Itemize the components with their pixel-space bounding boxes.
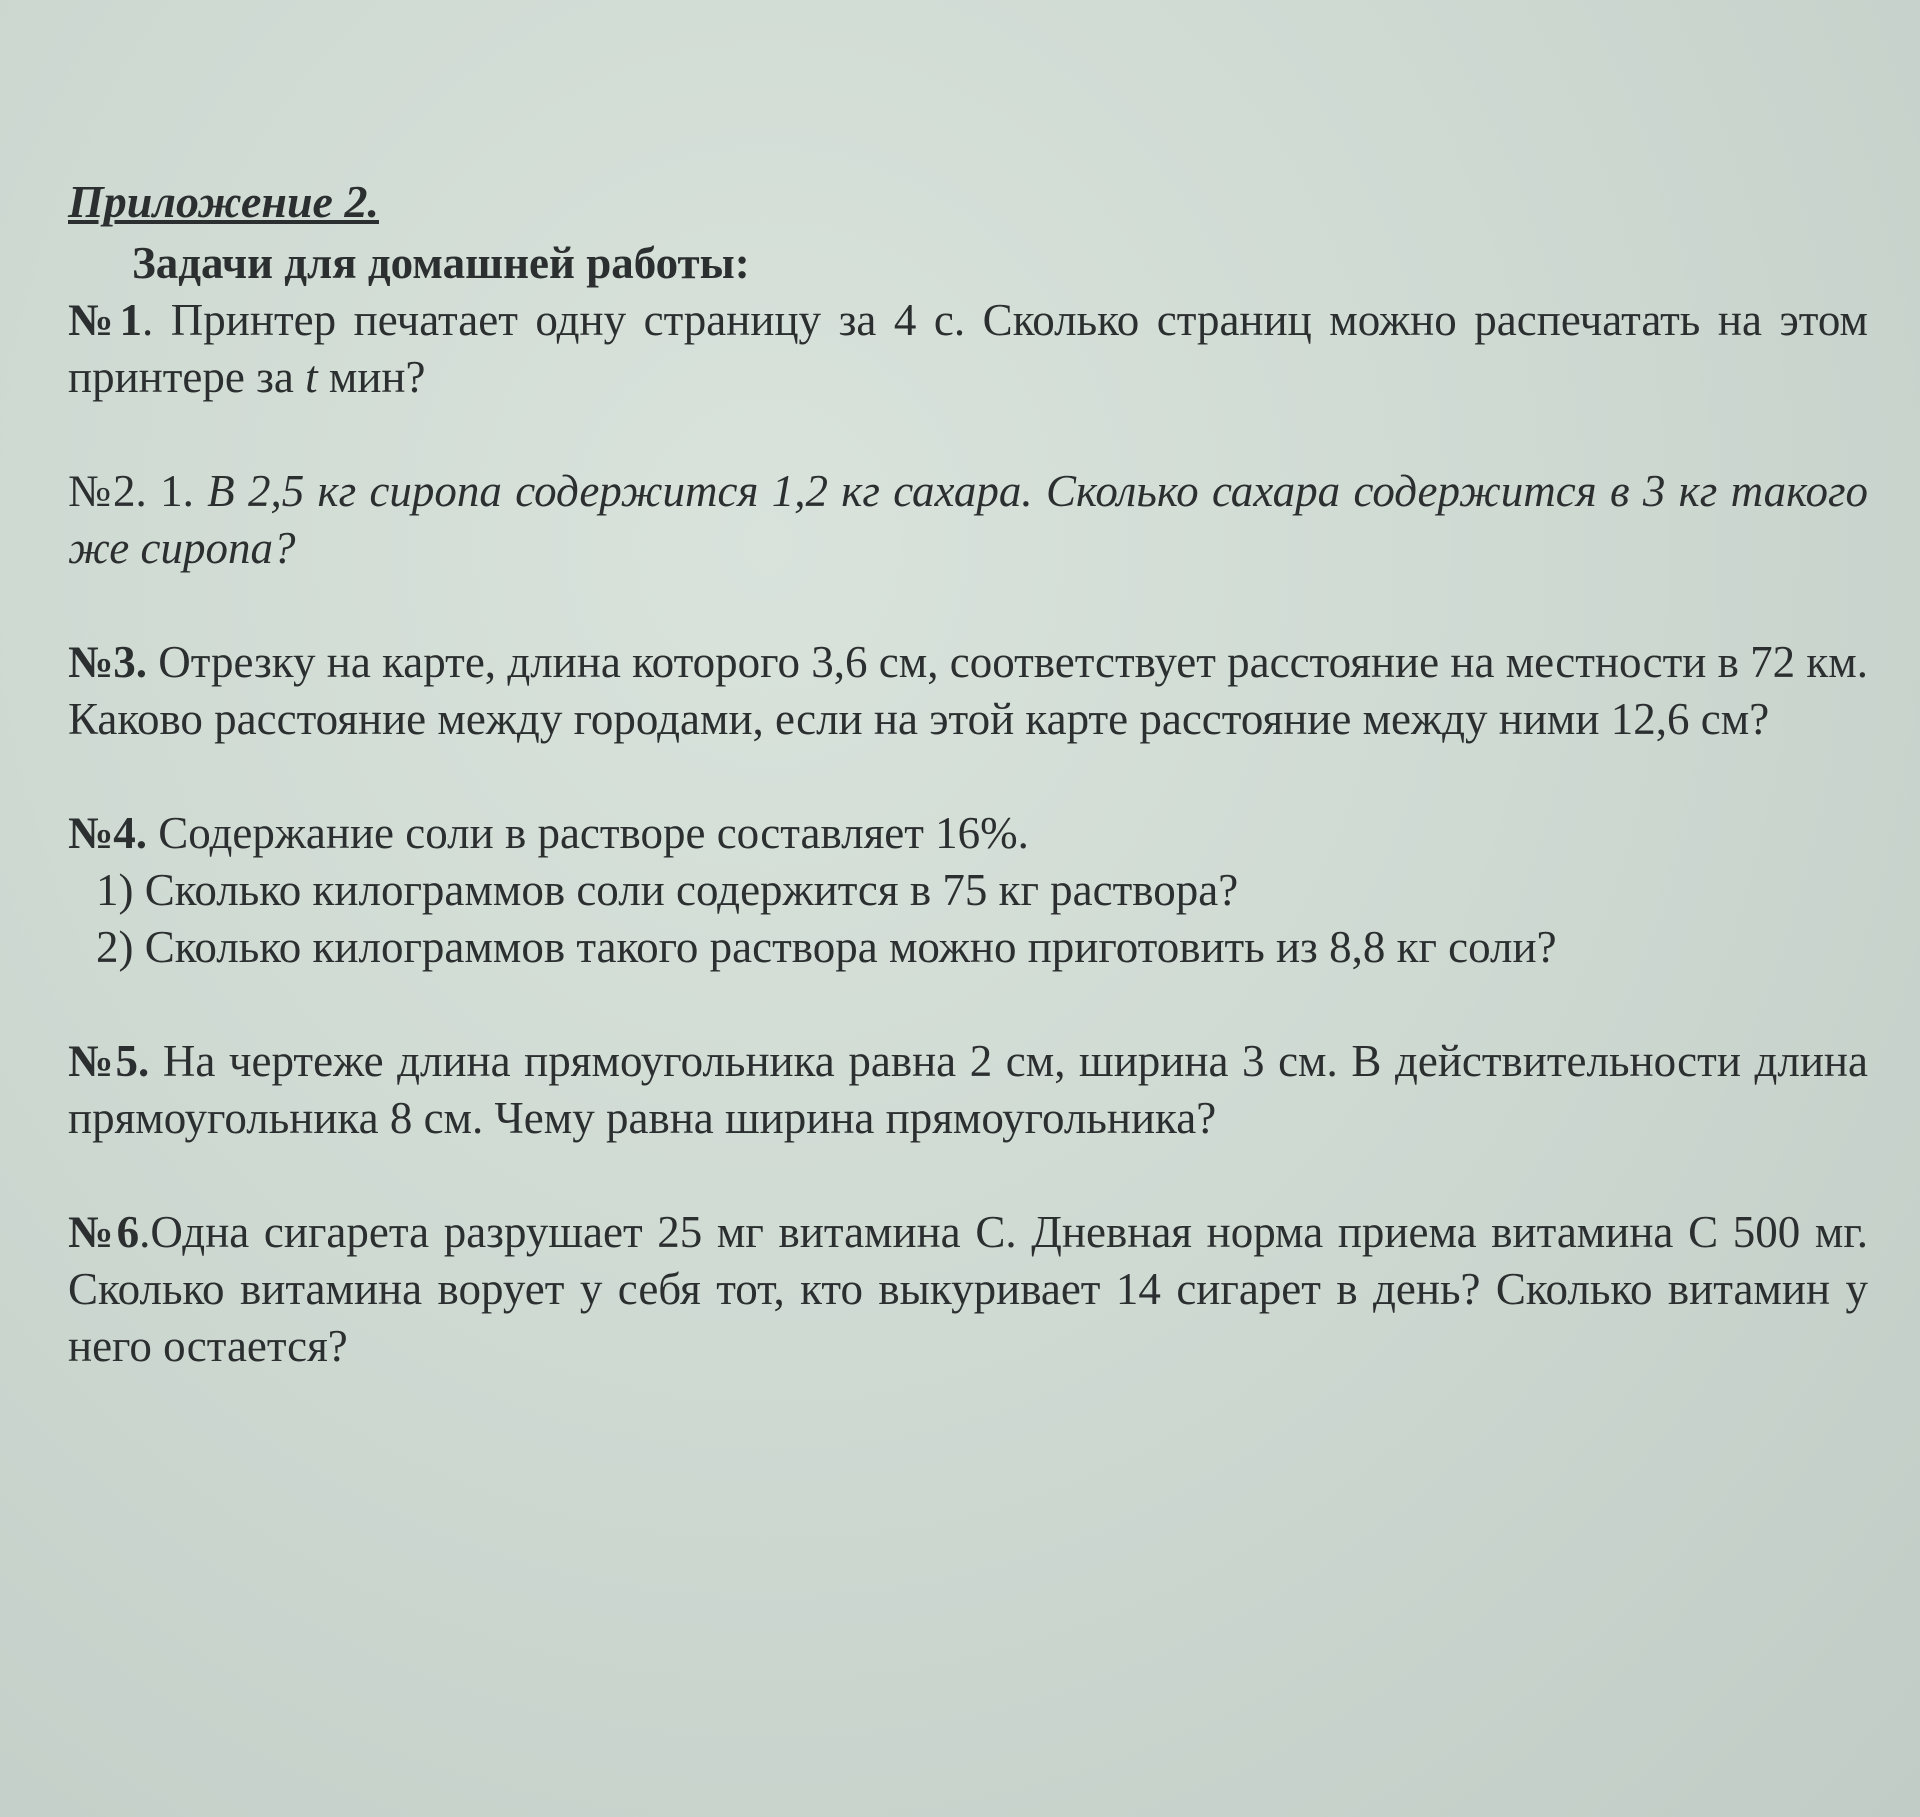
task-4-item-1: 1) Сколько килограммов соли содержится в 75 кг раствора? — [96, 865, 1239, 915]
task-4-text: Содержание соли в растворе составляет 16%. — [146, 808, 1029, 858]
task-3-number: №3. — [68, 637, 147, 687]
task-6-text: .Одна сигарета разрушает 25 мг витамина С. Дневная норма приема витамина С 500 мг. Сколько витамина ворует у себя тот, кто выкуривает 14 сигарет в день? Сколько витамин у него остается? — [68, 1207, 1868, 1371]
spacer — [68, 577, 1868, 634]
appendix-title: Приложение 2. — [68, 176, 379, 227]
task-2 — [68, 463, 1868, 577]
task-5-text: На чертеже длина прямоугольника равна 2 см, ширина 3 см. В действительности длина прямоугольника 8 см. Чему равна ширина прямоугольника? — [68, 1036, 1868, 1143]
task-1-tail: мин? — [317, 352, 426, 402]
task-4-number: №4. — [68, 808, 147, 858]
spacer — [68, 748, 1868, 805]
task-5-number: №5. — [68, 1036, 150, 1086]
task-4 — [68, 805, 1868, 862]
task-1-text: . Принтер печатает одну страницу за 4 с. Сколько страниц можно распечатать на этом принтере за — [68, 295, 1868, 402]
task-1-variable: t — [305, 352, 318, 402]
homework-subtitle: Задачи для домашней работы: — [132, 238, 750, 288]
task-1 — [68, 292, 1868, 406]
task-6-number: №6 — [68, 1207, 140, 1257]
task-2-number: №2. 1. — [68, 466, 208, 516]
task-1-number: №1 — [68, 295, 143, 345]
task-6 — [68, 1204, 1868, 1375]
task-4-item-2: 2) Сколько килограммов такого раствора можно приготовить из 8,8 кг соли? — [96, 922, 1557, 972]
spacer — [68, 406, 1868, 463]
document-sheet — [68, 170, 1868, 1375]
task-5 — [68, 1033, 1868, 1147]
spacer — [68, 976, 1868, 1033]
task-2-text: В 2,5 кг сиропа содержится 1,2 кг сахара. Сколько сахара содержится в 3 кг такого же сиропа? — [68, 466, 1869, 573]
spacer — [68, 1147, 1868, 1204]
task-3 — [68, 634, 1868, 748]
task-3-text: Отрезку на карте, длина которого 3,6 см, соответствует расстояние на местности в 72 км. Каково расстояние между городами, если на этой карте расстояние между ними 12,6 см? — [68, 637, 1868, 744]
